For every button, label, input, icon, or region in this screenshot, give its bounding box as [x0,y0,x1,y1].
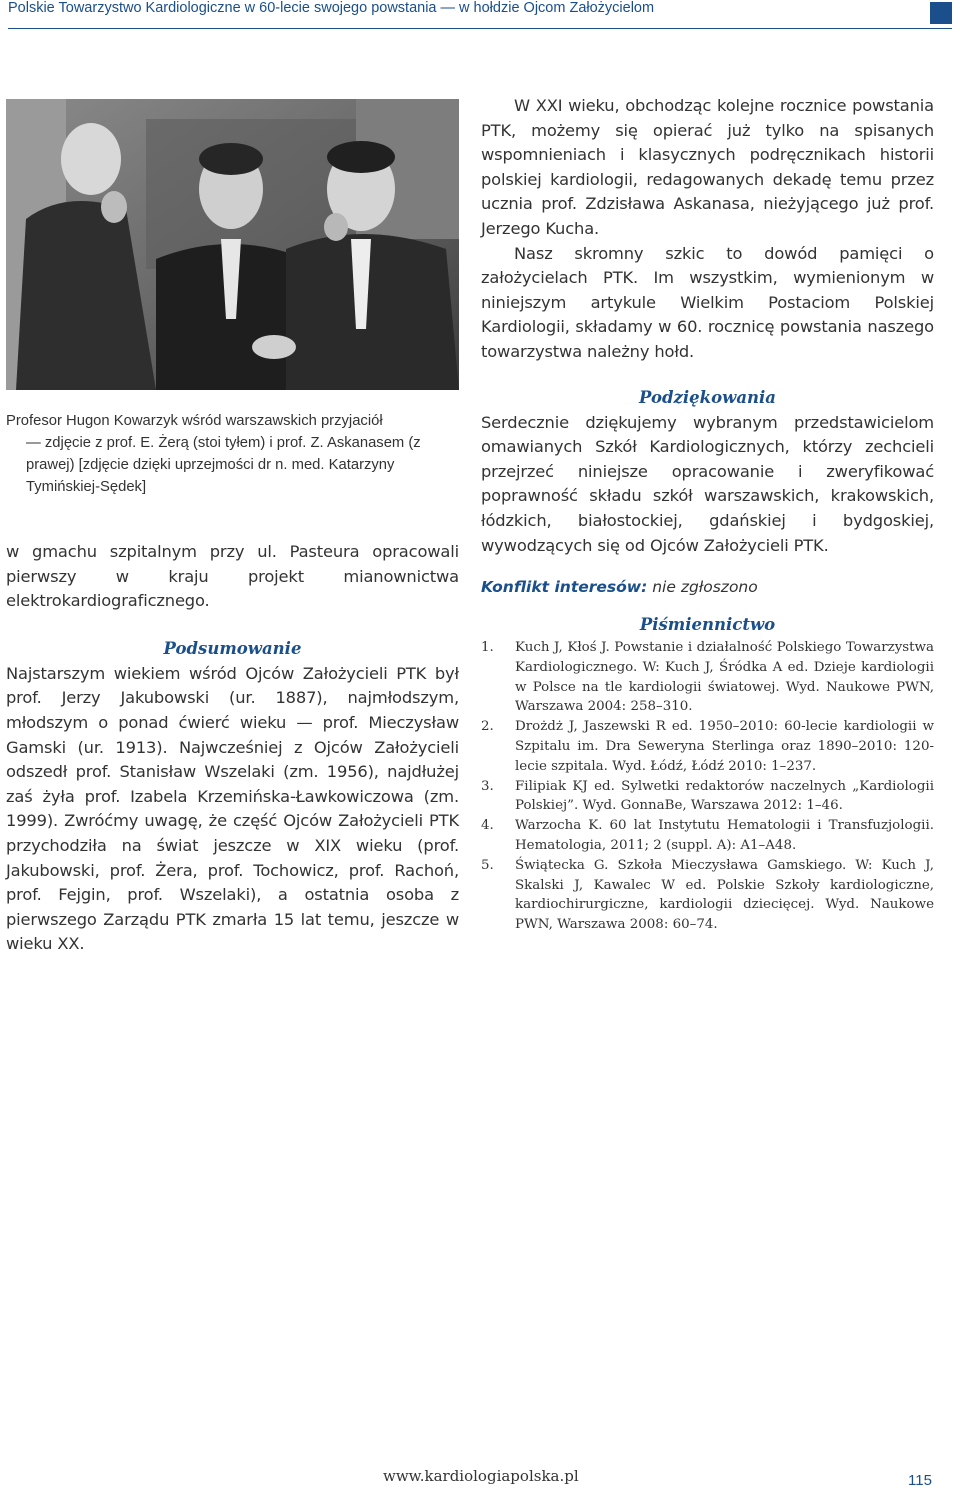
reference-text: Filipiak KJ ed. Sylwetki redaktorów naczelnych „Kardiologii Polskiej”. Wyd. GonnaBe, Warszawa 2012: 1–46. [515,778,934,814]
references-heading: Piśmiennictwo [639,615,776,635]
reference-number: 3. [481,778,494,794]
reference-text: Warzocha K. 60 lat Instytutu Hematologii i Transfuzjologii. Hematologia, 2011; 2 (suppl. A): A1–A48. [515,818,934,854]
reference-text: Świątecka G. Szkoła Mieczysława Gamskiego. W: Kuch J, Skalski J, Kawalec W ed. Polskie Szkoły kardiologiczne, kardiochirurgiczne, kardiologii dziecięcej. Wyd. Naukowe PWN, Warszawa 2008: 60–74. [515,857,934,933]
summary-paragraph: Najstarszym wiekiem wśród Ojców Założycieli PTK był prof. Jerzy Jakubowski (ur. 1887), najmłodszym, młodszym o ponad ćwierć wieku — prof. Mieczysław Gamski (ur. 1913). Najwcześniej z Ojców Założycieli odszedł prof. Stanisław Wszelaki (zm. 1956), najdłużej zaś żyła prof. Izabela Krzemińska-Ławkowiczowa (zm. 1999). Zwróćmy uwagę, że część Ojców Założycieli PTK przychodziła na świat jeszcze w XIX wieku (prof. Jakubowski, prof. Żera, prof. Tochowicz, prof. Rachoń, prof. Fejgin, prof. Wszelaki), a ostatnia osoba z pierwszego Zarządu PTK zmarła 15 lat temu, jeszcze w wieku XX. [6,663,459,954]
caption-line1: Profesor Hugon Kowarzyk wśród warszawskich przyjaciół [6,413,383,429]
continuation-paragraph: w gmachu szpitalnym przy ul. Pasteura opracowali pierwszy w kraju projekt mianownictwa elektrokardiograficznego. [6,542,459,611]
right-column [481,94,934,935]
reference-text: Drożdż J, Jaszewski R ed. 1950–2010: 60-lecie kardiologii w Szpitalu im. Dra Seweryna Sterlinga oraz 1890–2010: 120-lecie szpitala. Wyd. Łódź, Łódź 2010: 1–237. [515,719,934,774]
reference-item [481,856,934,935]
reference-item [481,638,934,717]
reference-item [481,816,934,856]
conflict-label: Konflikt interesów: [481,578,648,597]
header-accent-square [930,2,952,24]
running-title: Polskie Towarzystwo Kardiologiczne w 60-lecie swojego powstania — w hołdzie Ojcom Założycielom [8,0,655,16]
left-column [6,540,459,957]
summary-heading: Podsumowanie [163,638,302,658]
acknowledgements-paragraph: Serdecznie dziękujemy wybranym przedstawicielom omawianych Szkół Kardiologicznych, którzy zechcieli przejrzeć niniejsze opracowanie i zweryfikować poprawność składu szkół warszawskich, krakowskich, łódzkich, białostockiej, gdańskiej i bydgoskiej, wywodzących się od Ojców Założycieli PTK. [481,412,934,555]
reference-item [481,777,934,817]
reference-item [481,717,934,776]
reference-number: 1. [481,640,494,656]
running-header [8,0,952,29]
acknowledgements-heading: Podziękowania [639,387,776,407]
intro-paragraph-2: Nasz skromny szkic to dowód pamięci o założycielach PTK. Im wszystkim, wymienionym w niniejszym artykule Wielkim Postaciom Polskiej Kardiologii, składamy w 60. rocznicę powstania naszego towarzystwa należny hołd. [481,243,934,361]
reference-text: Kuch J, Kłoś J. Powstanie i działalność Polskiego Towarzystwa Kardiologicznego. W: Kuch J, Śródka A ed. Dzieje kardiologii w Polsce na tle kardiologii światowej. Wyd. Naukowe PWN, Warszawa 2004: 258–310. [515,640,934,715]
historical-photo [6,99,459,390]
conflict-value: nie zgłoszono [652,578,758,597]
intro-paragraph-1: W XXI wieku, obchodząc kolejne rocznice powstania PTK, możemy się opierać już tylko na spisanych wspomnieniach i klasycznych podręcznikach historii polskiej kardiologii, redagowanych dekadę temu przez ucznia prof. Zdzisława Askanasa, nieżyjącego już prof. Jerzego Kucha. [481,96,934,238]
reference-number: 5. [481,857,494,873]
page-number: 115 [908,1472,932,1489]
conflict-of-interest [481,576,934,598]
footer-url-link[interactable]: www.kardiologiapolska.pl [383,1467,579,1485]
references-list [481,638,934,935]
caption-rest: — zdjęcie z prof. E. Żerą (stoi tyłem) i prof. Z. Askanasem (z prawej) [zdjęcie dzięki uprzejmości dr n. med. Katarzyny Tymińskiej-Sędek] [26,435,421,495]
reference-number: 4. [481,818,494,834]
figure-caption [6,410,451,498]
reference-number: 2. [481,719,494,735]
photo-illustration [6,99,459,390]
